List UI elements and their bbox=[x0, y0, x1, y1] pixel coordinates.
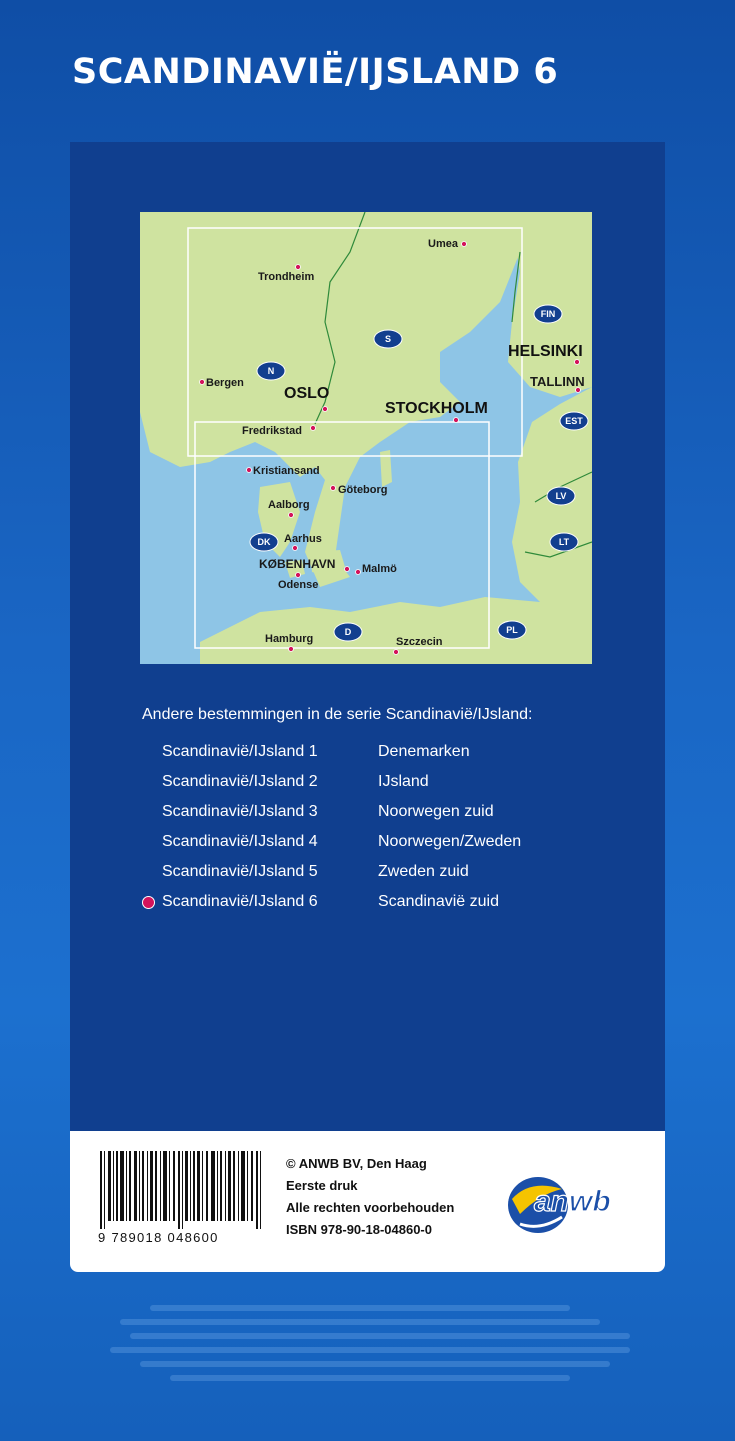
series-item-name: Scandinavië/IJsland 1 bbox=[162, 743, 318, 760]
city-label: Aarhus bbox=[284, 533, 322, 545]
series-item-destination: Zweden zuid bbox=[378, 863, 469, 880]
current-item-marker-icon bbox=[142, 896, 155, 909]
rights: Alle rechten voorbehouden bbox=[286, 1200, 455, 1215]
city-dot bbox=[296, 573, 301, 578]
svg-text:D: D bbox=[344, 627, 352, 637]
city-label: Malmö bbox=[362, 563, 397, 575]
svg-text:S: S bbox=[384, 334, 392, 344]
isbn: ISBN 978-90-18-04860-0 bbox=[286, 1222, 432, 1237]
series-item-name: Scandinavië/IJsland 6 bbox=[162, 893, 318, 910]
city-label: Kristiansand bbox=[253, 465, 320, 477]
series-item bbox=[0, 743, 735, 769]
city-dot bbox=[462, 242, 467, 247]
capital-label: TALLINN bbox=[530, 374, 585, 389]
city-dot bbox=[394, 650, 399, 655]
city-label: Umea bbox=[428, 238, 458, 250]
svg-text:FIN: FIN bbox=[540, 309, 556, 319]
capital-label: STOCKHOLM bbox=[385, 400, 488, 417]
country-badge-est bbox=[560, 412, 588, 430]
svg-text:LV: LV bbox=[555, 491, 567, 501]
capital-label: OSLO bbox=[284, 385, 330, 402]
series-item bbox=[0, 773, 735, 799]
series-heading: Andere bestemmingen in de serie Scandinavië/IJsland: bbox=[142, 706, 533, 723]
city-label: Fredrikstad bbox=[242, 425, 302, 437]
barcode bbox=[98, 1151, 264, 1229]
city-dot bbox=[331, 486, 336, 491]
city-dot bbox=[289, 513, 294, 518]
overview-map bbox=[140, 212, 592, 664]
series-item-name: Scandinavië/IJsland 5 bbox=[162, 863, 318, 880]
city-label: Hamburg bbox=[265, 633, 314, 645]
series-item-current bbox=[0, 893, 735, 919]
series-item bbox=[0, 833, 735, 859]
page-title: SCANDINAVIË/IJSLAND 6 bbox=[72, 52, 559, 92]
country-badge-dk bbox=[250, 533, 278, 551]
country-badge-pl bbox=[498, 621, 526, 639]
series-item bbox=[0, 863, 735, 889]
capital-label: HELSINKI bbox=[508, 343, 583, 360]
land-finland bbox=[508, 212, 592, 397]
capital-dot bbox=[454, 418, 459, 423]
city-label: Szczecin bbox=[396, 636, 443, 648]
capital-label: KØBENHAVN bbox=[259, 557, 336, 571]
anwb-logo bbox=[500, 1169, 630, 1239]
logo-text: anwb bbox=[534, 1185, 611, 1218]
svg-text:EST: EST bbox=[565, 416, 583, 426]
tire-tread-decoration bbox=[0, 1295, 735, 1415]
series-item-name: Scandinavië/IJsland 2 bbox=[162, 773, 318, 790]
capital-dot bbox=[345, 567, 350, 572]
city-dot bbox=[200, 380, 205, 385]
svg-text:LT: LT bbox=[558, 537, 570, 547]
series-item-name: Scandinavië/IJsland 3 bbox=[162, 803, 318, 820]
country-badge-fin bbox=[534, 305, 562, 323]
city-dot bbox=[296, 265, 301, 270]
country-badge-n bbox=[257, 362, 285, 380]
series-item-destination: IJsland bbox=[378, 773, 429, 790]
city-dot bbox=[293, 546, 298, 551]
series-item-destination: Noorwegen/Zweden bbox=[378, 833, 522, 850]
city-dot bbox=[289, 647, 294, 652]
footer-card bbox=[70, 1131, 665, 1272]
edition: Eerste druk bbox=[286, 1178, 358, 1193]
city-label: Bergen bbox=[206, 377, 244, 389]
series-item-destination: Scandinavië zuid bbox=[378, 893, 499, 910]
city-label: Trondheim bbox=[258, 271, 315, 283]
city-dot bbox=[247, 468, 252, 473]
series-item bbox=[0, 803, 735, 829]
capital-dot bbox=[323, 407, 328, 412]
series-item-destination: Denemarken bbox=[378, 743, 470, 760]
city-dot bbox=[356, 570, 361, 575]
city-label: Göteborg bbox=[338, 484, 388, 496]
svg-text:DK: DK bbox=[257, 537, 271, 547]
imprint bbox=[286, 1153, 454, 1241]
country-badge-lv bbox=[547, 487, 575, 505]
svg-text:PL: PL bbox=[506, 625, 518, 635]
country-badge-lt bbox=[550, 533, 578, 551]
map-graphic bbox=[140, 212, 592, 664]
city-label: Odense bbox=[278, 579, 319, 591]
city-label: Aalborg bbox=[268, 499, 310, 511]
country-badge-d bbox=[334, 623, 362, 641]
city-dot bbox=[311, 426, 316, 431]
barcode-digits: 9 789018 048600 bbox=[98, 1230, 219, 1245]
copyright: © ANWB BV, Den Haag bbox=[286, 1156, 427, 1171]
series-item-name: Scandinavië/IJsland 4 bbox=[162, 833, 318, 850]
country-badge-s bbox=[374, 330, 402, 348]
capital-dot bbox=[575, 360, 580, 365]
svg-text:N: N bbox=[267, 366, 275, 376]
series-item-destination: Noorwegen zuid bbox=[378, 803, 494, 820]
